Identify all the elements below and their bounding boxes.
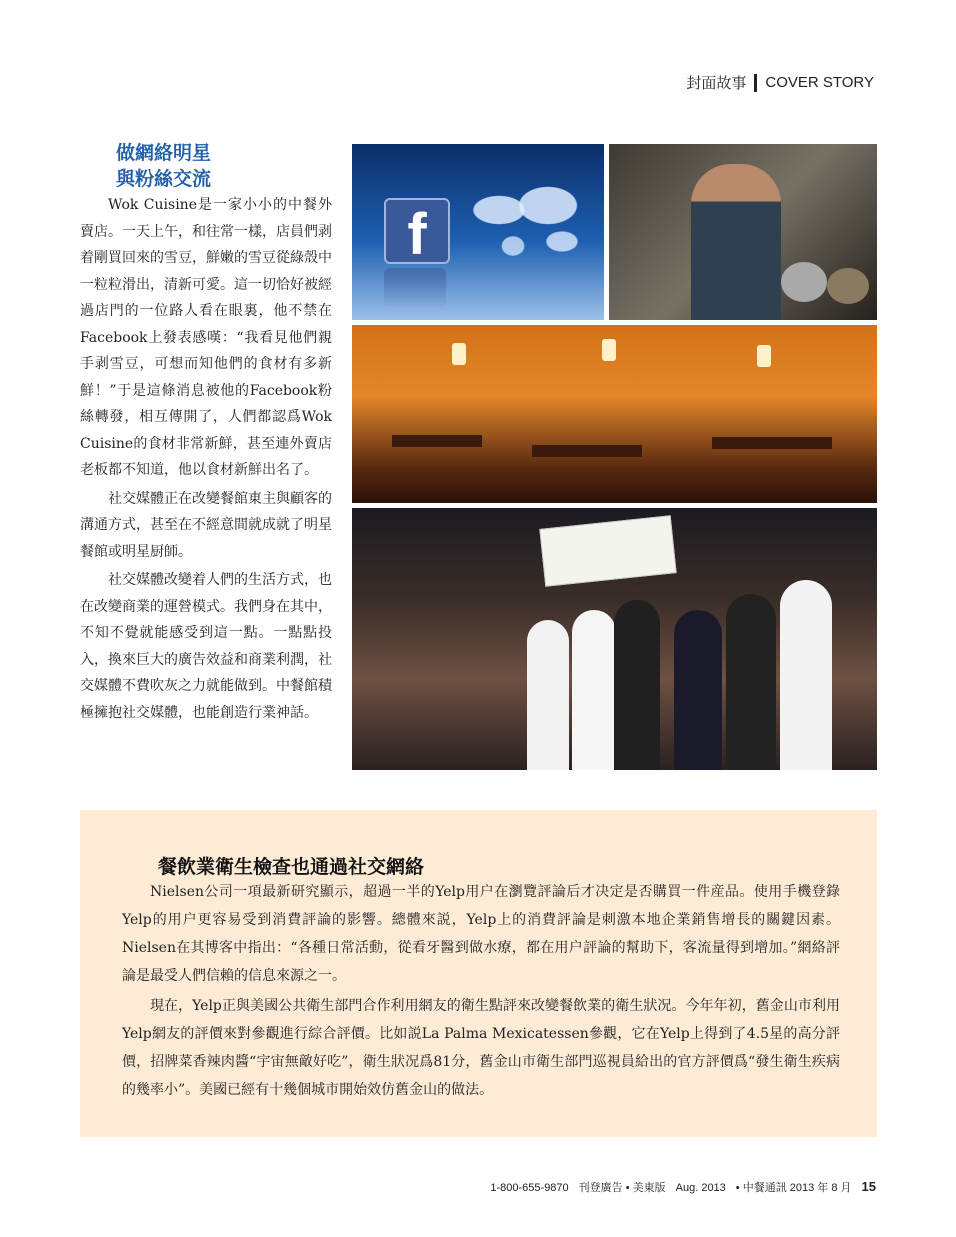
section-label-en: COVER STORY: [765, 74, 874, 91]
heading-line-2: 與粉絲交流: [116, 168, 212, 190]
dining-table: [712, 437, 832, 449]
article-paragraph-1: Wok Cuisine是一家小小的中餐外賣店。一天上午，和往常一樣，店員們剥着剛買回來的雪豆，鮮嫩的雪豆從綠殼中一粒粒滑出，清新可愛。這一切恰好被經過店門的一位路人看在眼裏，他不禁在Facebook上發表感嘆：“我看見他們親手剥雪豆，可想而知他們的食材有多新鮮！”于是這條消息被他的Facebook粉絲轉發，相互傳開了，人們都認爲Wok Cuisine的食材非常新鮮，甚至連外賣店老板都不知道，他以食材新鮮出名了。: [80, 197, 332, 478]
kitchen-pot: [781, 262, 827, 302]
article-heading: [116, 140, 332, 192]
article-paragraph-2: 社交媒體正在改變餐館東主與顧客的溝通方式，甚至在不經意間就成就了明星餐館或明星厨師。: [80, 490, 332, 560]
group-person: [527, 620, 569, 770]
dining-table: [532, 445, 642, 457]
footer-phone: 1-800-655-9870: [490, 1182, 569, 1194]
sidebar-paragraph-1: Nielsen公司一項最新研究顯示，超過一半的Yelp用户在瀏覽評論后才决定是否購買一件産品。使用手機登錄Yelp的用户更容易受到消費評論的影響。總體來説，Yelp上的消費評論是刺激本地企業銷售增長的關鍵因素。Nielsen在其博客中指出：“各種日常活動，從看牙醫到做水療，都在用户評論的幫助下，客流量得到增加。”網絡評論是最受人們信賴的信息來源之一。: [122, 884, 840, 984]
footer-issue-cn: • 中餐通訊 2013 年 8 月: [735, 1182, 852, 1194]
sidebar-paragraph-2: 現在，Yelp正與美國公共衛生部門合作利用網友的衛生點評來改變餐飲業的衛生狀况。今年年初，舊金山市利用Yelp網友的評價來對參觀進行綜合評價。比如説La Palma Mexicatessen參觀，它在Yelp上得到了4.5星的高分評價，招牌菜香辣肉醬“宇宙無敵好吃”，衛生狀况爲81分，舊金山市衛生部門巡視員給出的官方評價爲“發生衛生疾病的幾率小”。美國已經有十幾個城市開始效仿舊金山的做法。: [122, 998, 840, 1098]
restaurant-dining-photo: [352, 325, 877, 503]
section-label: 封面故事: [686, 75, 747, 92]
heading-line-1: 做網絡明星: [116, 142, 212, 164]
article-column: [80, 140, 332, 726]
facebook-world-map-photo: [352, 144, 604, 320]
pendant-lamp: [602, 339, 616, 361]
sidebar-box: [80, 810, 877, 1137]
sidebar-title: 餐飲業衛生檢查也通過社交網絡: [158, 856, 425, 878]
world-map-graphic: [457, 174, 597, 264]
article-paragraph-3: 社交媒體改變着人們的生活方式，也在改變商業的運營模式。我們身在其中，不知不覺就能感受到這一點。一點點投入，換來巨大的廣告效益和商業利潤，社交媒體不費吹灰之力就能做到。中餐館積極擁抱社交媒體，也能創造行業神話。: [80, 572, 332, 721]
dining-table: [392, 435, 482, 447]
group-person: [674, 610, 722, 770]
chef-kitchen-photo: [609, 144, 877, 320]
kitchen-pot: [827, 268, 869, 304]
group-person: [572, 610, 616, 770]
award-ceremony-photo: [352, 508, 877, 770]
pendant-lamp: [452, 343, 466, 365]
award-check-banner: [539, 515, 676, 586]
group-person: [614, 600, 660, 770]
header-divider: [754, 74, 757, 92]
footer-issue-en: Aug. 2013: [675, 1182, 726, 1194]
facebook-logo-reflection: [384, 268, 446, 308]
page-footer: [490, 1179, 876, 1195]
footer-ad-text: 刊登廣告 • 美東版: [578, 1182, 666, 1194]
group-person: [780, 580, 832, 770]
facebook-logo-icon: f: [384, 198, 450, 264]
section-header: [686, 72, 874, 93]
page-number: 15: [861, 1179, 876, 1194]
group-person: [726, 594, 776, 770]
pendant-lamp: [757, 345, 771, 367]
chef-figure: [691, 164, 781, 320]
sidebar-body: [122, 878, 840, 1104]
